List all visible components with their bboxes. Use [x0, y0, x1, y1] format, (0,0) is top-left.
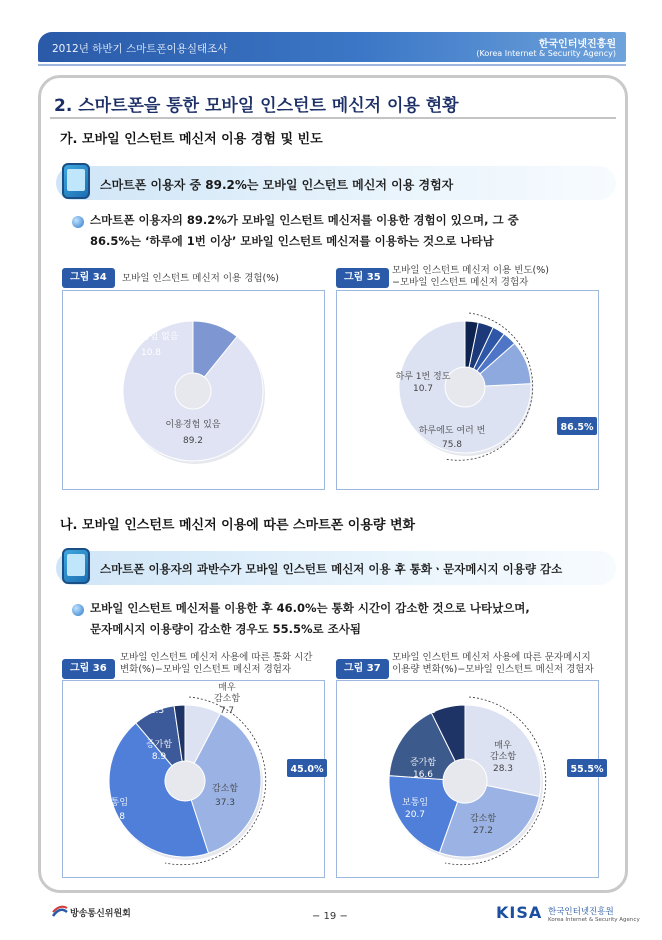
f35-slice-label-0: 하루에도 여러 번	[418, 426, 486, 436]
f37-slice-label-0: 매우	[494, 741, 512, 751]
kisa-name-kr: 한국인터넷진흥원	[548, 907, 614, 917]
f37-slice-label-0: 감소함	[489, 752, 517, 762]
f34-slice-label-0: 이용경험 있음	[165, 420, 221, 430]
figure-37-title-line1: 모바일 인스턴트 메신저 사용에 따른 문자메시지	[392, 652, 591, 663]
f36-slice-label-2: 보통임	[101, 798, 129, 808]
f36-slice-value-0: 7.7	[219, 706, 235, 716]
f35-slice-label-1: 하루 1번 정도	[395, 372, 451, 382]
smartphone-icon	[62, 163, 90, 199]
f37-slice-label-2: 보통임	[401, 798, 429, 808]
figure-35-title-line2: −모바일 인스턴트 메신저 경험자	[392, 277, 529, 288]
subsection-b-paragraph-line1: 모바일 인스턴트 메신저를 이용한 후 46.0%는 통화 시간이 감소한 것으로 나타났으며,	[90, 601, 530, 615]
figure-37-title-line2: 이용량 변화(%)−모바일 인스턴트 메신저 경험자	[392, 664, 594, 675]
f37-slice-value-4: 7.3	[421, 706, 437, 716]
f35-badge-text: 86.5%	[560, 422, 594, 433]
f36-slice-value-3: 8.9	[151, 752, 167, 762]
subsection-a-banner-text: 스마트폰 이용자 중 89.2%는 모바일 인스턴트 메신저 이용 경험자	[100, 178, 454, 192]
f37-slice-value-0: 28.3	[492, 764, 514, 774]
figure-37-label: 그림 37	[336, 659, 389, 679]
section-title: 2. 스마트폰을 통한 모바일 인스턴트 메신저 이용 현황	[54, 96, 459, 116]
figure-36-chart	[62, 680, 325, 878]
f37-badge-text: 55.5%	[570, 764, 604, 775]
f34-slice-value-0: 89.2	[182, 436, 204, 446]
f35-slice-value-0: 75.8	[441, 440, 463, 450]
f36-slice-label-0: 감소함	[213, 694, 241, 704]
figure-34-label: 그림 34	[62, 268, 115, 288]
section-divider	[50, 117, 616, 119]
figure-37-svg	[337, 681, 604, 879]
f37-slice-label-3: 증가함	[409, 758, 437, 768]
bullet-icon	[72, 604, 84, 616]
subsection-a-paragraph-line1: 스마트폰 이용자의 89.2%가 모바일 인스턴트 메신저를 이용한 경험이 있으며, 그 중	[90, 213, 519, 227]
f37-slice-label-4: 증가함	[415, 694, 443, 704]
f35-slice-label-5: 월 1회 미만	[493, 304, 541, 314]
f35-slice-value-5: 3.2	[509, 316, 525, 326]
subsection-b-banner-text: 스마트폰 이용자의 과반수가 모바일 인스턴트 메신저 이용 후 통화ㆍ문자메시지 이용량 감소	[100, 562, 563, 576]
figure-36-title-line1: 모바일 인스턴트 메신저 사용에 따른 통화 시간	[120, 652, 313, 663]
figure-34-chart	[62, 290, 325, 490]
org-name: 한국인터넷진흥원	[538, 39, 616, 50]
f37-slice-value-2: 20.7	[404, 810, 426, 820]
f36-slice-value-4: 2.3	[149, 706, 165, 716]
page-number: − 19 −	[312, 911, 348, 922]
f35-slice-value-3: 3.1	[385, 324, 401, 334]
f35-slice-value-2: 3.4	[385, 354, 401, 364]
figure-35-chart	[336, 290, 599, 490]
figure-34-title: 모바일 인스턴트 메신저 이용 경험(%)	[122, 273, 279, 284]
subsection-b-paragraph-line2: 문자메시지 이용량이 감소한 경우도 55.5%로 조사됨	[90, 622, 361, 636]
figure-34-svg	[63, 291, 326, 491]
f37-slice-label-1: 감소함	[469, 814, 497, 824]
subsection-b-title: 나. 모바일 인스턴트 메신저 이용에 따른 스마트폰 이용량 변화	[60, 518, 416, 533]
report-title: 2012년 하반기 스마트폰이용실태조사	[52, 43, 228, 55]
f34-slice-label-1: 이용경험 없음	[123, 332, 179, 342]
f36-badge-text: 45.0%	[290, 764, 324, 775]
f36-slice-value-2: 43.8	[104, 812, 126, 822]
f35-slice-label-2: 1주 3-4회	[372, 342, 414, 352]
smartphone-icon	[62, 548, 90, 584]
f36-slice-value-1: 37.3	[214, 798, 236, 808]
figure-35-label: 그림 35	[336, 268, 389, 288]
f35-slice-value-4: 3.8	[419, 310, 435, 320]
f35-slice-label-3: 하루 1번 정도	[365, 312, 421, 322]
subsection-a-paragraph-line2: 86.5%는 ‘하루에 1번 이상’ 모바일 인스턴트 메신저를 이용하는 것으로 나타남	[90, 234, 494, 248]
f37-slice-value-3: 16.6	[412, 770, 434, 780]
header-divider	[38, 64, 626, 66]
f35-slice-value-1: 10.7	[412, 384, 434, 394]
figure-36-title-line2: 변화(%)−모바일 인스턴트 메신저 경험자	[120, 664, 292, 675]
f34-slice-value-1: 10.8	[140, 348, 162, 358]
figure-35-title-line1: 모바일 인스턴트 메신저 이용 빈도(%)	[392, 265, 549, 276]
bullet-icon	[72, 216, 84, 228]
f36-slice-label-4: 증가함	[143, 694, 171, 704]
f37-slice-label-4: 매우	[420, 683, 438, 693]
f36-slice-label-3: 증가함	[145, 740, 173, 750]
footer-kcc-name: 방송통신위원회	[70, 909, 131, 919]
figure-36-svg	[63, 681, 326, 879]
f36-slice-label-0: 매우	[218, 683, 236, 693]
f36-slice-label-4: 매우	[148, 683, 166, 693]
f35-slice-label-4: 월 1-3회	[409, 298, 445, 308]
f36-slice-label-1: 감소함	[211, 784, 239, 794]
f37-slice-value-1: 27.2	[472, 826, 494, 836]
figure-36-label: 그림 36	[62, 659, 115, 679]
kisa-name-en: Korea Internet & Security Agency	[548, 917, 640, 923]
subsection-a-title: 가. 모바일 인스턴트 메신저 이용 경험 및 빈도	[60, 132, 323, 147]
org-name-en: (Korea Internet & Security Agency)	[476, 49, 616, 58]
kisa-logo: KISA	[496, 903, 543, 922]
page-header	[38, 32, 626, 62]
kcc-logo-icon	[52, 906, 68, 918]
figure-35-svg	[337, 291, 600, 491]
figure-37-chart	[336, 680, 604, 878]
